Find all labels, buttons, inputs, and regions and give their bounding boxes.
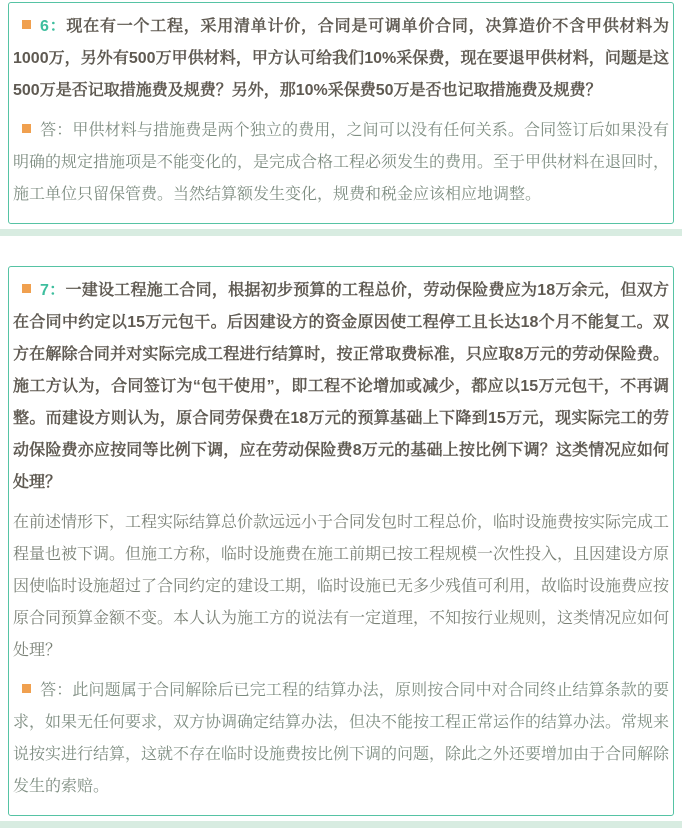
square-bullet-icon: [22, 124, 31, 133]
divider-strip: [0, 229, 682, 236]
question-7-number: 7：: [40, 282, 66, 299]
answer-7-text: 此问题属于合同解除后已完工程的结算办法，原则按合同中对合同终止结算条款的要求，如果无任何要求，双方协调确定结算办法，但决不能按工程正常运作的结算办法。常规来说按实进行结算，这就不存在临时设施费按比例下调的问题，除此之外还要增加由于合同解除发生的索赔。: [13, 682, 670, 795]
qa-card-7: [8, 266, 674, 816]
divider-strip: [0, 821, 682, 828]
answer-7-paragraph: [13, 675, 669, 803]
article-page: [0, 2, 682, 828]
qa-card-6: [8, 2, 674, 224]
question-7-paragraph: [13, 275, 669, 499]
question-6-number: 6：: [40, 18, 67, 35]
answer-6-paragraph: [13, 115, 669, 211]
square-bullet-icon: [22, 284, 31, 293]
question-6-text: 现在有一个工程，采用清单计价，合同是可调单价合同，决算造价不含甲供材料为1000万，另外有500万甲供材料，甲方认可给我们10%采保费，现在要退甲供材料，问题是这500万是否记取措施费及规费？另外，那10%采保费50万是否也记取措施费及规费？: [13, 18, 669, 99]
square-bullet-icon: [22, 684, 31, 693]
answer-6-text: 甲供材料与措施费是两个独立的费用，之间可以没有任何关系。合同签订后如果没有明确的规定措施项是不能变化的，是完成合格工程必须发生的费用。至于甲供材料在退回时，施工单位只留保管费。当然结算额发生变化，规费和税金应该相应地调整。: [13, 122, 670, 203]
question-7-note-paragraph: 在前述情形下，工程实际结算总价款远远小于合同发包时工程总价，临时设施费按实际完成工程量也被下调。但施工方称，临时设施费在施工前期已按工程规模一次性投入，且因建设方原因使临时设施超过了合同约定的建设工期，临时设施已无多少残值可利用，故临时设施费应按原合同预算金额不变。本人认为施工方的说法有一定道理，不知按行业规则，这类情况应如何处理？: [13, 514, 670, 659]
question-7-text: 一建设工程施工合同，根据初步预算的工程总价，劳动保险费应为18万余元，但双方在合同中约定以15万元包干。后因建设方的资金原因使工程停工且长达18个月不能复工。双方在解除合同并对实际完成工程进行结算时，按正常取费标准，只应取8万元的劳动保险费。施工方认为，合同签订为“包干使用”，即工程不论增加或减少，都应以15万元包干，不再调整。而建设方则认为，原合同劳保费在18万元的预算基础上下降到15万元，现实际完工的劳动保险费亦应按同等比例下调，应在劳动保险费8万元的基础上按比例下调？这类情况应如何处理？: [13, 282, 669, 491]
answer-7-label: 答：: [40, 682, 73, 699]
question-6-paragraph: [13, 11, 669, 107]
square-bullet-icon: [22, 20, 31, 29]
answer-6-label: 答：: [40, 122, 73, 139]
